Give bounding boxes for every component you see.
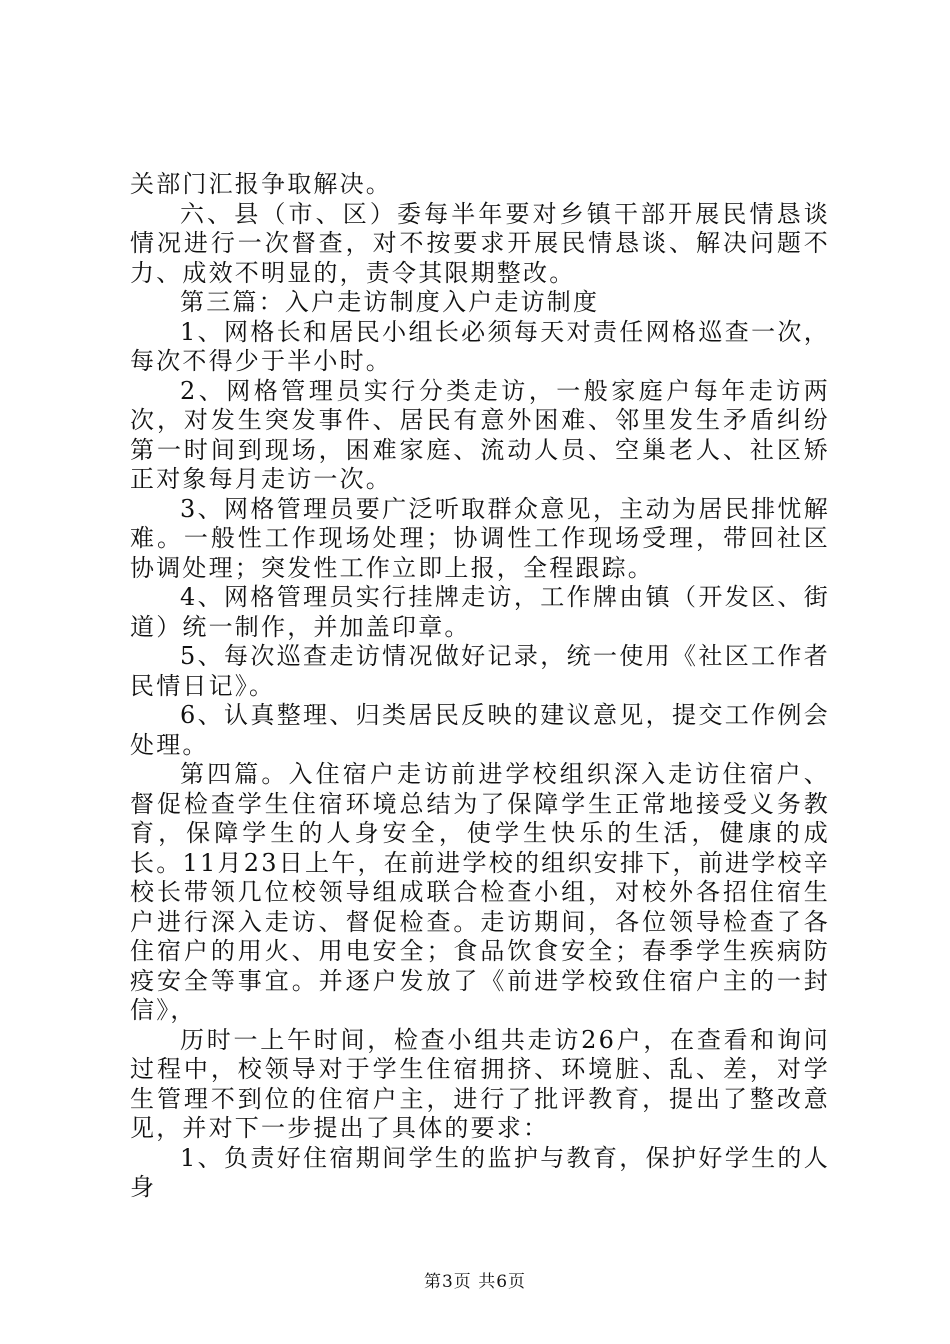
rule-item-2: 2、网格管理员实行分类走访，一般家庭户每年走访两次，对发生突发事件、居民有意外困难、邻里发生矛盾纠纷第一时间到现场，困难家庭、流动人员、空巢老人、社区矫正对象每月走访一次。 bbox=[130, 376, 830, 493]
document-body bbox=[130, 170, 830, 1203]
paragraph-item-six: 六、县（市、区）委每半年要对乡镇干部开展民情恳谈情况进行一次督查，对不按要求开展民情恳谈、解决问题不力、成效不明显的，责令其限期整改。 bbox=[130, 199, 830, 287]
page-footer: 第3页 共6页 bbox=[423, 1272, 527, 1292]
requirement-item-1: 1、负责好住宿期间学生的监护与教育，保护好学生的人身 bbox=[130, 1143, 830, 1201]
rule-item-4: 4、网格管理员实行挂牌走访，工作牌由镇（开发区、街道）统一制作，并加盖印章。 bbox=[130, 583, 830, 641]
paragraph-inspection-summary: 历时一上午时间，检查小组共走访26户，在查看和询问过程中，校领导对于学生住宿拥挤、环境脏、乱、差，对学生管理不到位的住宿户主，进行了批评教育，提出了整改意见，并对下一步提出了具体的要求： bbox=[130, 1025, 830, 1142]
rule-item-6: 6、认真整理、归类居民反映的建议意见，提交工作例会处理。 bbox=[130, 701, 830, 759]
section-part-four: 第四篇。入住宿户走访前进学校组织深入走访住宿户、督促检查学生住宿环境总结为了保障学生正常地接受义务教育，保障学生的人身安全，使学生快乐的生活，健康的成长。11月23日上午，在前进学校的组织安排下，前进学校辛校长带领几位校领导组成联合检查小组，对校外各招住宿生户进行深入走访、督促检查。走访期间，各位领导检查了各住宿户的用火、用电安全；食品饮食安全；春季学生疾病防疫安全等事宜。并逐户发放了《前进学校致住宿户主的一封信》， bbox=[130, 760, 830, 1024]
rule-item-3: 3、网格管理员要广泛听取群众意见，主动为居民排忧解难。一般性工作现场处理；协调性工作现场受理，带回社区协调处理；突发性工作立即上报，全程跟踪。 bbox=[130, 494, 830, 582]
paragraph-continuation: 关部门汇报争取解决。 bbox=[130, 170, 392, 198]
rule-item-1: 1、网格长和居民小组长必须每天对责任网格巡查一次，每次不得少于半小时。 bbox=[130, 317, 830, 375]
rule-item-5: 5、每次巡查走访情况做好记录，统一使用《社区工作者民情日记》。 bbox=[130, 642, 830, 700]
section-heading-part-three: 第三篇：入户走访制度入户走访制度 bbox=[180, 288, 600, 316]
